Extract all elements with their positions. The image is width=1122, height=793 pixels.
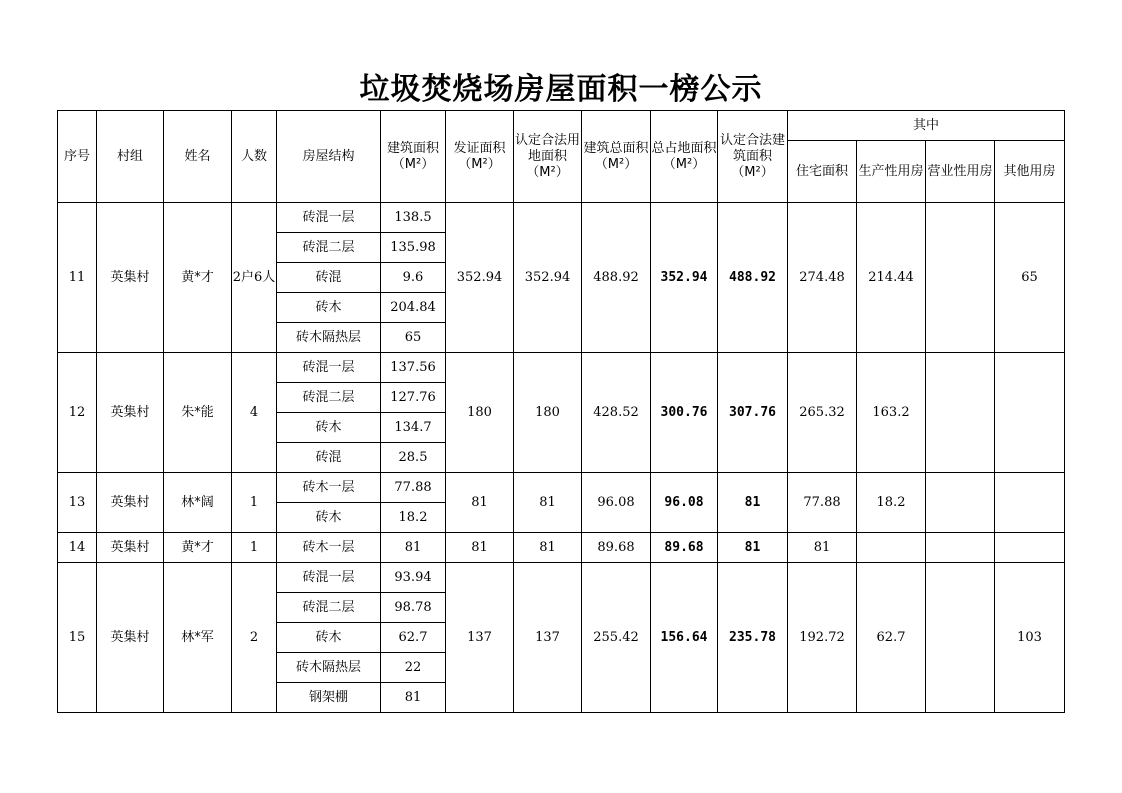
seq-cell: 12 (58, 353, 97, 473)
structure-cell: 砖混一层 (277, 353, 381, 383)
header-name: 姓名 (164, 111, 232, 203)
table-row (58, 563, 1065, 593)
village-cell: 英集村 (97, 563, 164, 713)
total-land-area-cell: 300.76 (651, 353, 718, 473)
header-production: 生产性用房 (857, 141, 926, 203)
cert-area-cell: 81 (446, 533, 514, 563)
people-cell: 1 (232, 533, 277, 563)
building-area-cell: 204.84 (381, 293, 446, 323)
village-cell: 英集村 (97, 203, 164, 353)
header-legal-building-area: 认定合法建筑面积（M²） (718, 111, 788, 203)
header-structure: 房屋结构 (277, 111, 381, 203)
business-cell (926, 533, 995, 563)
building-area-cell: 81 (381, 533, 446, 563)
name-cell: 朱*能 (164, 353, 232, 473)
legal-building-area-cell: 235.78 (718, 563, 788, 713)
building-area-cell: 62.7 (381, 623, 446, 653)
header-total-land-area: 总占地面积（M²） (651, 111, 718, 203)
production-cell: 18.2 (857, 473, 926, 533)
legal-land-area-cell: 81 (514, 533, 582, 563)
structure-cell: 砖木一层 (277, 533, 381, 563)
building-area-cell: 127.76 (381, 383, 446, 413)
production-cell: 214.44 (857, 203, 926, 353)
cert-area-cell: 180 (446, 353, 514, 473)
header-people: 人数 (232, 111, 277, 203)
building-area-cell: 134.7 (381, 413, 446, 443)
residential-cell: 274.48 (788, 203, 857, 353)
building-area-cell: 137.56 (381, 353, 446, 383)
total-building-area-cell: 488.92 (582, 203, 651, 353)
residential-cell: 192.72 (788, 563, 857, 713)
seq-cell: 14 (58, 533, 97, 563)
header-legal-land-area: 认定合法用地面积（M²） (514, 111, 582, 203)
structure-cell: 砖木隔热层 (277, 653, 381, 683)
legal-land-area-cell: 137 (514, 563, 582, 713)
legal-building-area-cell: 307.76 (718, 353, 788, 473)
legal-land-area-cell: 180 (514, 353, 582, 473)
page-title: 垃圾焚烧场房屋面积一榜公示 (359, 72, 763, 107)
cert-area-cell: 81 (446, 473, 514, 533)
header-total-building-area: 建筑总面积 （M²） (582, 111, 651, 203)
production-cell: 62.7 (857, 563, 926, 713)
structure-cell: 砖木 (277, 503, 381, 533)
other-cell (995, 353, 1065, 473)
structure-cell: 砖木 (277, 413, 381, 443)
production-cell: 163.2 (857, 353, 926, 473)
legal-building-area-cell: 81 (718, 473, 788, 533)
structure-cell: 砖木 (277, 293, 381, 323)
people-cell: 2 (232, 563, 277, 713)
production-cell (857, 533, 926, 563)
building-area-cell: 138.5 (381, 203, 446, 233)
structure-cell: 砖混二层 (277, 593, 381, 623)
structure-cell: 砖混二层 (277, 383, 381, 413)
seq-cell: 13 (58, 473, 97, 533)
legal-building-area-cell: 488.92 (718, 203, 788, 353)
seq-cell: 11 (58, 203, 97, 353)
total-land-area-cell: 96.08 (651, 473, 718, 533)
table-row (58, 473, 1065, 503)
people-cell: 2户6人 (232, 203, 277, 353)
building-area-cell: 98.78 (381, 593, 446, 623)
header-other: 其他用房 (995, 141, 1065, 203)
name-cell: 林*阔 (164, 473, 232, 533)
people-cell: 4 (232, 353, 277, 473)
header-village: 村组 (97, 111, 164, 203)
table-row (58, 533, 1065, 563)
header-residential: 住宅面积 (788, 141, 857, 203)
building-area-cell: 93.94 (381, 563, 446, 593)
structure-cell: 钢架棚 (277, 683, 381, 713)
area-table (57, 110, 1065, 713)
business-cell (926, 563, 995, 713)
header-seq: 序号 (58, 111, 97, 203)
legal-land-area-cell: 352.94 (514, 203, 582, 353)
table-row (58, 203, 1065, 233)
building-area-cell: 65 (381, 323, 446, 353)
residential-cell: 77.88 (788, 473, 857, 533)
building-area-cell: 81 (381, 683, 446, 713)
total-land-area-cell: 89.68 (651, 533, 718, 563)
legal-land-area-cell: 81 (514, 473, 582, 533)
total-building-area-cell: 89.68 (582, 533, 651, 563)
building-area-cell: 18.2 (381, 503, 446, 533)
name-cell: 黄*才 (164, 533, 232, 563)
building-area-cell: 9.6 (381, 263, 446, 293)
structure-cell: 砖木隔热层 (277, 323, 381, 353)
other-cell: 65 (995, 203, 1065, 353)
village-cell: 英集村 (97, 533, 164, 563)
header-row (58, 111, 1065, 141)
name-cell: 黄*才 (164, 203, 232, 353)
total-building-area-cell: 255.42 (582, 563, 651, 713)
name-cell: 林*军 (164, 563, 232, 713)
structure-cell: 砖混二层 (277, 233, 381, 263)
header-business: 营业性用房 (926, 141, 995, 203)
village-cell: 英集村 (97, 473, 164, 533)
structure-cell: 砖混一层 (277, 203, 381, 233)
other-cell (995, 473, 1065, 533)
business-cell (926, 473, 995, 533)
business-cell (926, 203, 995, 353)
residential-cell: 81 (788, 533, 857, 563)
total-building-area-cell: 96.08 (582, 473, 651, 533)
building-area-cell: 22 (381, 653, 446, 683)
total-land-area-cell: 352.94 (651, 203, 718, 353)
structure-cell: 砖混一层 (277, 563, 381, 593)
legal-building-area-cell: 81 (718, 533, 788, 563)
table-row (58, 353, 1065, 383)
header-building-area: 建筑面积（M²） (381, 111, 446, 203)
village-cell: 英集村 (97, 353, 164, 473)
seq-cell: 15 (58, 563, 97, 713)
residential-cell: 265.32 (788, 353, 857, 473)
building-area-cell: 77.88 (381, 473, 446, 503)
cert-area-cell: 137 (446, 563, 514, 713)
header-cert-area: 发证面积（M²） (446, 111, 514, 203)
total-building-area-cell: 428.52 (582, 353, 651, 473)
header-of-which: 其中 (788, 111, 1065, 141)
structure-cell: 砖木 (277, 623, 381, 653)
other-cell (995, 533, 1065, 563)
structure-cell: 砖混 (277, 263, 381, 293)
cert-area-cell: 352.94 (446, 203, 514, 353)
structure-cell: 砖木一层 (277, 473, 381, 503)
other-cell: 103 (995, 563, 1065, 713)
building-area-cell: 135.98 (381, 233, 446, 263)
total-land-area-cell: 156.64 (651, 563, 718, 713)
people-cell: 1 (232, 473, 277, 533)
building-area-cell: 28.5 (381, 443, 446, 473)
structure-cell: 砖混 (277, 443, 381, 473)
business-cell (926, 353, 995, 473)
